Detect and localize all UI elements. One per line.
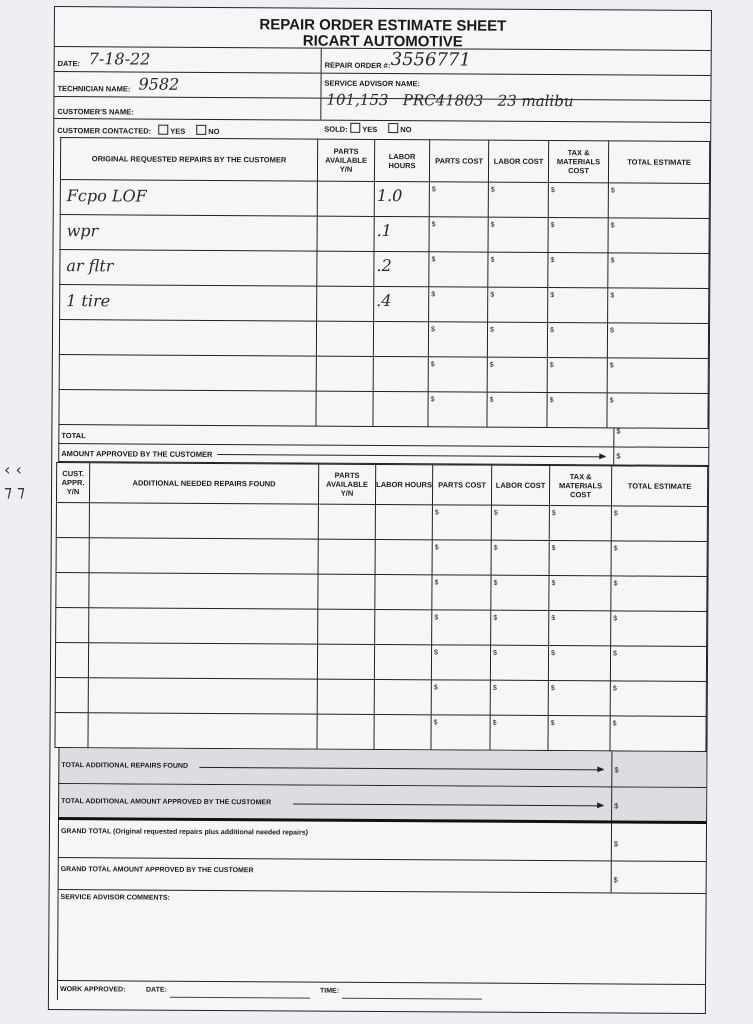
sold-no-label: NO [400, 125, 412, 135]
repair-description: wpr [66, 221, 99, 241]
cust-appr-cell[interactable] [55, 678, 88, 713]
parts-available-cell[interactable] [316, 356, 373, 391]
total-additional-approved-label: TOTAL ADDITIONAL AMOUNT APPROVED BY THE CUSTOMER [61, 798, 272, 807]
cost-cell[interactable] [611, 576, 707, 612]
additional-repair-cell[interactable] [88, 643, 317, 679]
repair-order-value[interactable]: 3556771 [390, 49, 471, 71]
labor-hours-cell[interactable] [374, 286, 429, 321]
contacted-yes-checkbox[interactable] [158, 125, 168, 135]
total-additional-row [58, 748, 706, 788]
work-approved-label: WORK APPROVED: [59, 986, 126, 994]
sold-label: SOLD: [324, 124, 348, 134]
cost-cell[interactable] [432, 575, 491, 610]
total-label: TOTAL [61, 431, 86, 441]
th2-parts-cost: PARTS COST [432, 465, 491, 505]
cost-cell[interactable] [610, 716, 706, 752]
cust-appr-cell[interactable] [55, 713, 88, 748]
cost-cell[interactable] [431, 680, 490, 715]
th-labor-cost: LABOR COST [488, 140, 548, 182]
total-additional-approved-currency: $ [614, 801, 619, 811]
additional-repair-row [56, 573, 707, 612]
parts-available-cell[interactable] [318, 574, 375, 609]
comments-label: SERVICE ADVISOR COMMENTS: [60, 894, 170, 902]
additional-repair-row [55, 713, 706, 752]
currency-sign: $ [493, 544, 498, 552]
technician-label: TECHNICIAN NAME: [57, 84, 131, 94]
grand-total-row [58, 820, 706, 862]
cost-cell[interactable] [428, 357, 487, 392]
cost-cell[interactable] [431, 715, 490, 750]
additional-repair-cell[interactable] [89, 573, 318, 609]
cost-cell[interactable] [547, 323, 607, 358]
repair-description: 1 tire [66, 291, 111, 311]
cost-cell[interactable] [488, 252, 548, 287]
cost-cell[interactable] [491, 575, 549, 610]
cost-cell[interactable] [488, 217, 548, 252]
currency-sign: $ [433, 719, 438, 727]
currency-sign: $ [610, 327, 614, 335]
cost-cell[interactable] [607, 393, 708, 429]
cost-cell[interactable] [607, 358, 708, 394]
additional-repair-row [55, 643, 706, 682]
cust-appr-cell[interactable] [56, 503, 89, 538]
vehicle-note[interactable]: 101,153 PRC41803 23 malibu [326, 90, 574, 111]
form-title: REPAIR ORDER ESTIMATE SHEET [259, 16, 507, 35]
currency-sign: $ [434, 614, 439, 622]
parts-available-cell[interactable] [317, 286, 374, 321]
cost-cell[interactable] [490, 680, 548, 715]
comments-box[interactable] [57, 890, 706, 1004]
company-name: RICART AUTOMOTIVE [302, 32, 463, 51]
currency-sign: $ [490, 186, 495, 194]
repair-description-cell[interactable] [59, 390, 316, 427]
cost-cell[interactable] [491, 540, 549, 575]
cost-cell[interactable] [548, 183, 608, 218]
requested-repair-row [60, 180, 709, 219]
currency-sign: $ [613, 615, 618, 623]
cost-cell[interactable] [432, 610, 491, 645]
currency-sign: $ [434, 649, 438, 657]
requested-repair-row [59, 390, 708, 429]
cost-cell[interactable] [429, 217, 488, 252]
total-additional-arrow [199, 767, 603, 770]
contacted-yes-label: YES [170, 126, 186, 136]
th-cust-appr: CUST. APPR. Y/N [56, 463, 89, 503]
labor-hours-cell[interactable] [374, 679, 431, 714]
parts-available-cell[interactable] [318, 504, 375, 539]
cost-cell[interactable] [491, 610, 549, 645]
total-additional-approved-row [58, 784, 706, 824]
cost-cell[interactable] [611, 506, 707, 542]
date-label: DATE: [57, 59, 81, 69]
contacted-no-checkbox[interactable] [196, 125, 206, 135]
cost-cell[interactable] [549, 506, 611, 541]
labor-hours-cell[interactable] [374, 216, 429, 251]
cost-cell[interactable] [611, 541, 707, 577]
cost-cell[interactable] [429, 182, 488, 217]
estimate-sheet [48, 6, 712, 1014]
cost-cell[interactable] [547, 393, 607, 428]
customer-contacted-label: CUSTOMER CONTACTED: [57, 126, 152, 136]
total-additional-currency: $ [614, 765, 619, 775]
cost-cell[interactable] [428, 392, 487, 427]
currency-sign: $ [609, 362, 614, 370]
grand-total-approved-label: GRAND TOTAL AMOUNT APPROVED BY THE CUSTOMER [60, 866, 254, 875]
grand-total-currency: $ [613, 839, 619, 849]
currency-sign: $ [551, 510, 556, 518]
requested-repairs-table [58, 137, 710, 429]
additional-repair-cell[interactable] [89, 538, 318, 574]
cost-cell[interactable] [548, 646, 610, 681]
cost-cell[interactable] [429, 252, 488, 287]
repair-description-cell[interactable] [60, 180, 317, 217]
additional-repair-row [56, 503, 707, 542]
repair-description-cell[interactable] [60, 285, 317, 322]
service-advisor-label: SERVICE ADVISOR NAME: [324, 78, 420, 89]
labor-hours-cell[interactable] [374, 181, 429, 216]
th-parts-available: PARTS AVAILABLE Y/N [317, 139, 374, 181]
footer-date-label: DATE: [145, 986, 167, 994]
currency-sign: $ [550, 187, 555, 195]
grand-total-label: GRAND TOTAL (Original requested repairs plus additional needed repairs) [60, 828, 308, 837]
cost-cell[interactable] [548, 218, 608, 253]
cost-cell[interactable] [432, 540, 491, 575]
contacted-no-label: NO [208, 126, 220, 137]
cost-cell[interactable] [428, 322, 487, 357]
parts-available-cell[interactable] [317, 216, 374, 251]
cost-cell[interactable] [608, 183, 709, 219]
cost-cell[interactable] [491, 505, 549, 540]
repair-order-label: REPAIR ORDER #: [324, 60, 391, 71]
currency-sign: $ [610, 222, 615, 230]
requested-repair-row [60, 250, 709, 289]
cost-cell[interactable] [607, 323, 708, 359]
th-additional-repairs: ADDITIONAL NEEDED REPAIRS FOUND [89, 463, 318, 504]
currency-sign: $ [613, 650, 617, 658]
labor-hours-cell[interactable] [373, 321, 428, 356]
customer-label: CUSTOMER'S NAME: [57, 107, 134, 117]
cost-cell[interactable] [608, 253, 709, 289]
repair-description-cell[interactable] [60, 250, 317, 287]
currency-sign: $ [551, 650, 555, 658]
requested-repair-row [60, 285, 709, 324]
approved-currency: $ [616, 451, 621, 461]
currency-sign: $ [550, 327, 554, 335]
additional-repair-row [56, 538, 707, 577]
additional-repairs-section [50, 462, 708, 752]
th2-total-estimate: TOTAL ESTIMATE [611, 466, 707, 507]
currency-sign: $ [431, 186, 436, 194]
parts-available-cell[interactable] [317, 181, 374, 216]
cost-cell[interactable] [488, 287, 548, 322]
requested-repair-row [59, 355, 708, 394]
labor-hours-value: .4 [376, 290, 392, 311]
parts-available-cell[interactable] [317, 251, 374, 286]
cost-cell[interactable] [488, 182, 548, 217]
labor-hours-cell[interactable] [375, 574, 432, 609]
sheet-header [55, 7, 711, 51]
currency-sign: $ [610, 187, 615, 195]
currency-sign: $ [550, 720, 555, 728]
currency-sign: $ [431, 291, 436, 299]
currency-sign: $ [609, 397, 614, 405]
cost-cell[interactable] [548, 253, 608, 288]
currency-sign: $ [551, 580, 556, 588]
labor-hours-cell[interactable] [374, 714, 431, 749]
cost-cell[interactable] [490, 645, 548, 680]
currency-sign: $ [550, 292, 555, 300]
cost-cell[interactable] [548, 716, 610, 751]
total-additional-label: TOTAL ADDITIONAL REPAIRS FOUND [61, 762, 189, 770]
cost-cell[interactable] [429, 287, 488, 322]
repair-description-cell[interactable] [59, 355, 316, 392]
th-labor-hours: LABOR HOURS [374, 139, 429, 181]
currency-sign: $ [613, 545, 618, 553]
amount-approved-label: AMOUNT APPROVED BY THE CUSTOMER [61, 449, 213, 459]
margin-scribble-2: ⁊ ⁊ [4, 482, 25, 501]
cost-cell[interactable] [608, 218, 709, 254]
currency-sign: $ [489, 361, 494, 369]
additional-repair-cell[interactable] [89, 503, 318, 539]
parts-available-cell[interactable] [317, 644, 374, 679]
cost-cell[interactable] [549, 611, 611, 646]
cost-cell[interactable] [611, 611, 707, 647]
currency-sign: $ [433, 684, 438, 692]
labor-hours-cell[interactable] [375, 504, 432, 539]
currency-sign: $ [434, 509, 439, 517]
currency-sign: $ [613, 510, 618, 518]
cust-appr-cell[interactable] [55, 643, 88, 678]
currency-sign: $ [430, 396, 435, 404]
currency-sign: $ [490, 291, 495, 299]
technician-value[interactable]: 9582 [138, 74, 180, 94]
cust-appr-cell[interactable] [56, 573, 89, 608]
labor-hours-value: .1 [376, 220, 392, 241]
currency-sign: $ [613, 580, 618, 588]
currency-sign: $ [431, 221, 436, 229]
date-value[interactable]: 7-18-22 [88, 49, 151, 69]
additional-repair-cell[interactable] [88, 678, 317, 714]
cust-appr-cell[interactable] [56, 538, 89, 573]
labor-hours-cell[interactable] [375, 539, 432, 574]
currency-sign: $ [493, 509, 498, 517]
th-tax-materials: TAX & MATERIALS COST [548, 141, 608, 183]
currency-sign: $ [430, 361, 435, 369]
cost-cell[interactable] [549, 541, 611, 576]
currency-sign: $ [612, 685, 617, 693]
requested-repair-row [59, 320, 708, 359]
cost-cell[interactable] [549, 576, 611, 611]
labor-hours-value: 1.0 [376, 185, 403, 206]
labor-hours-cell[interactable] [374, 644, 431, 679]
currency-sign: $ [490, 326, 494, 334]
th2-parts-available: PARTS AVAILABLE Y/N [318, 464, 375, 504]
currency-sign: $ [610, 257, 615, 265]
repair-description-cell[interactable] [59, 320, 316, 357]
currency-sign: $ [493, 649, 497, 657]
cust-appr-cell[interactable] [56, 608, 89, 643]
repair-description: Fcpo LOF [66, 186, 147, 206]
currency-sign: $ [550, 257, 555, 265]
currency-sign: $ [431, 256, 436, 264]
approved-arrow [217, 454, 605, 457]
labor-hours-cell[interactable] [375, 609, 432, 644]
cost-cell[interactable] [610, 681, 706, 717]
currency-sign: $ [612, 720, 617, 728]
currency-sign: $ [492, 684, 497, 692]
footer-time-label: TIME: [319, 987, 340, 995]
margin-scribble: ‹ ‹ [4, 460, 22, 479]
currency-sign: $ [551, 545, 556, 553]
cost-cell[interactable] [487, 357, 547, 392]
sold-yes-checkbox[interactable] [350, 123, 360, 133]
currency-sign: $ [434, 544, 439, 552]
currency-sign: $ [492, 719, 497, 727]
currency-sign: $ [549, 362, 554, 370]
approved-additional-arrow [293, 803, 603, 806]
currency-sign: $ [489, 396, 494, 404]
labor-hours-cell[interactable] [373, 391, 428, 426]
additional-repair-cell[interactable] [89, 608, 318, 644]
currency-sign: $ [610, 292, 615, 300]
parts-available-cell[interactable] [316, 321, 373, 356]
parts-available-cell[interactable] [318, 609, 375, 644]
cost-cell[interactable] [490, 715, 548, 750]
cost-cell[interactable] [548, 681, 610, 716]
grand-total-approved-row [58, 858, 706, 894]
repair-description: ar fltr [66, 256, 114, 276]
currency-sign: $ [550, 222, 555, 230]
labor-hours-cell[interactable] [373, 356, 428, 391]
additional-repair-cell[interactable] [88, 713, 317, 749]
repair-description-cell[interactable] [60, 215, 317, 252]
currency-sign: $ [550, 685, 555, 693]
parts-available-cell[interactable] [318, 539, 375, 574]
parts-available-cell[interactable] [317, 714, 374, 749]
th-original-repairs: ORIGINAL REQUESTED REPAIRS BY THE CUSTOMER [60, 138, 317, 182]
cost-cell[interactable] [547, 358, 607, 393]
parts-available-cell[interactable] [317, 679, 374, 714]
cost-cell[interactable] [431, 645, 490, 680]
currency-sign: $ [493, 579, 498, 587]
cost-cell[interactable] [548, 288, 608, 323]
currency-sign: $ [493, 614, 498, 622]
labor-hours-cell[interactable] [374, 251, 429, 286]
cost-cell[interactable] [608, 288, 709, 324]
th2-labor-cost: LABOR COST [491, 465, 549, 505]
totals-section [49, 748, 707, 1004]
cost-cell[interactable] [487, 392, 547, 427]
parts-available-cell[interactable] [316, 391, 373, 426]
th2-labor-hours: LABOR HOURS [375, 464, 432, 504]
cost-cell[interactable] [610, 646, 706, 682]
currency-sign: $ [490, 221, 495, 229]
additional-repairs-table [54, 462, 708, 752]
currency-sign: $ [551, 615, 556, 623]
currency-sign: $ [490, 256, 495, 264]
requested-repairs-section [52, 137, 710, 466]
cost-cell[interactable] [432, 505, 491, 540]
sold-yes-label: YES [362, 124, 378, 134]
additional-repair-row [56, 608, 707, 647]
labor-hours-value: .2 [376, 255, 392, 276]
grand-total-approved-currency: $ [613, 875, 618, 885]
additional-repair-row [55, 678, 706, 717]
currency-sign: $ [431, 326, 435, 334]
th2-tax-materials: TAX & MATERIALS COST [549, 466, 611, 506]
th-parts-cost: PARTS COST [429, 140, 488, 182]
currency-sign: $ [434, 579, 439, 587]
requested-repair-row [60, 215, 709, 254]
currency-sign: $ [549, 397, 554, 405]
th-total-estimate: TOTAL ESTIMATE [608, 141, 709, 184]
total-currency: $ [616, 426, 621, 436]
cost-cell[interactable] [487, 322, 547, 357]
sold-no-checkbox[interactable] [388, 123, 398, 133]
